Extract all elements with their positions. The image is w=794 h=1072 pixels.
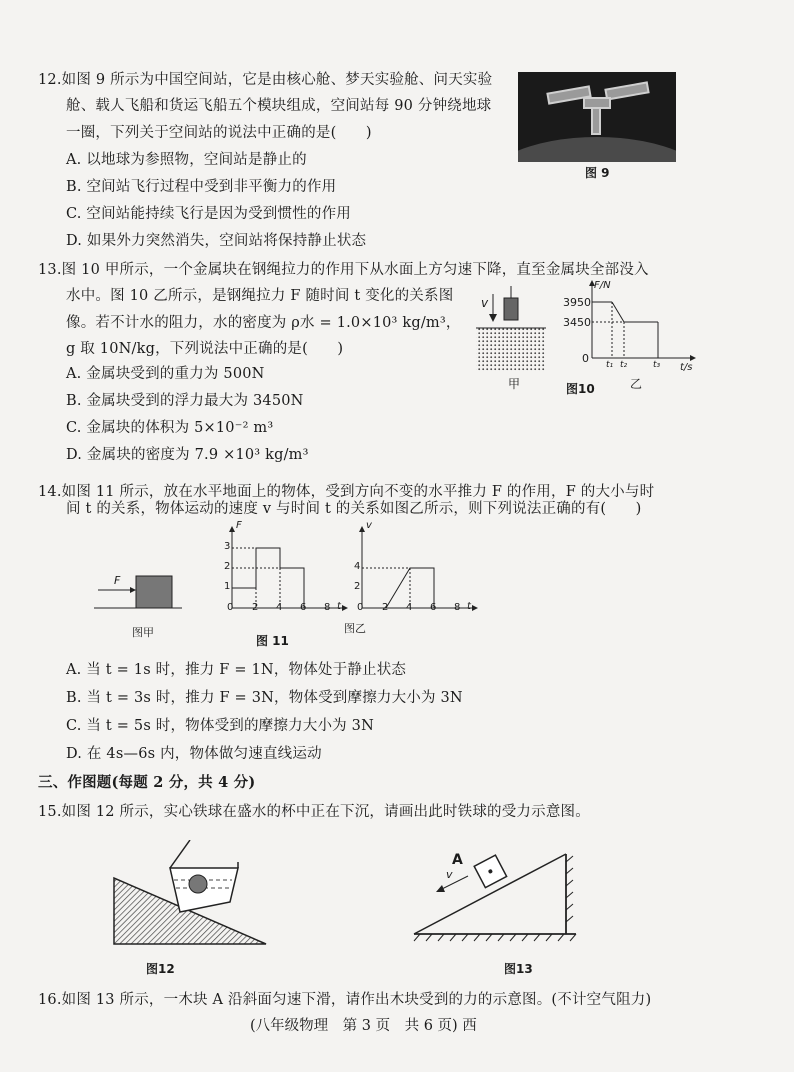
fig11-v-tick-t6: 6 bbox=[430, 602, 437, 613]
block-a bbox=[474, 855, 506, 887]
metal-block bbox=[504, 298, 518, 320]
fig10-x-axis-label: t/s bbox=[680, 362, 693, 373]
fig10-caption: 图10 bbox=[566, 382, 595, 396]
q13-line1: 13.图 10 甲所示，一个金属块在钢绳拉力的作用下从水面上方匀速下降，直至金属块全部没入 bbox=[38, 262, 649, 278]
fig10-y-axis-label: F/N bbox=[594, 280, 611, 291]
water bbox=[476, 328, 546, 372]
fig10-tick-t1: t₁ bbox=[606, 360, 614, 370]
t-axis-arrowhead bbox=[342, 605, 348, 611]
q12-option-d: D. 如果外力突然消失，空间站将保持静止状态 bbox=[66, 233, 367, 249]
fig11-caption: 图 11 bbox=[256, 634, 289, 648]
q16-text: 16.如图 13 所示，一木块 A 沿斜面匀速下滑，请作出木块受到的力的示意图。(不计空气阻力) bbox=[38, 992, 652, 1008]
fig10-origin: 0 bbox=[582, 352, 589, 365]
q13-line4: g 取 10N/kg，下列说法中正确的是( ) bbox=[66, 341, 344, 357]
fig9-caption: 图 9 bbox=[585, 166, 610, 180]
q14-option-d: D. 在 4s—6s 内，物体做匀速直线运动 bbox=[66, 746, 322, 762]
fig10-v-label: v bbox=[481, 296, 489, 310]
q14-line2: 间 t 的关系，物体运动的速度 v 与时间 t 的关系如图乙所示，则下列说法正确的有( ) bbox=[66, 501, 642, 517]
q14-option-a: A. 当 t = 1s 时，推力 F = 1N，物体处于静止状态 bbox=[66, 662, 407, 678]
fig13-v-label: v bbox=[446, 868, 453, 881]
f-line-drop bbox=[612, 302, 624, 322]
q12-line2: 舱、载人飞船和货运飞船五个模块组成，空间站每 90 分钟绕地球 bbox=[66, 98, 492, 114]
fig11-f-tick-0: 0 bbox=[227, 602, 234, 613]
q12-option-a: A. 以地球为参照物，空间站是静止的 bbox=[66, 152, 307, 168]
fig11-f-tick-t4: 4 bbox=[276, 602, 283, 613]
block bbox=[136, 576, 172, 608]
fig11-f-t-label: t bbox=[337, 601, 341, 612]
fig12-caption: 图12 bbox=[146, 962, 175, 976]
fig11-v-tick-4: 4 bbox=[354, 561, 361, 572]
fig12-incline-cup bbox=[110, 840, 270, 950]
force-step-line bbox=[232, 548, 304, 608]
force-arrowhead bbox=[130, 587, 136, 593]
t-axis-arrowhead bbox=[472, 605, 478, 611]
v-axis-arrowhead bbox=[359, 526, 365, 532]
fig11-v-tick-2: 2 bbox=[354, 581, 361, 592]
fig10-tick-3950: 3950 bbox=[563, 296, 591, 309]
q13-line2: 水中。图 10 乙所示，是钢绳拉力 F 随时间 t 变化的关系图 bbox=[66, 288, 454, 304]
fig11-v-tick-0: 0 bbox=[357, 602, 364, 613]
fig10-tick-3450: 3450 bbox=[563, 316, 591, 329]
velocity-line bbox=[362, 568, 434, 608]
q15-text: 15.如图 12 所示，实心铁球在盛水的杯中正在下沉，请画出此时铁球的受力示意图。 bbox=[38, 804, 590, 820]
fig11-f-tick-t8: 8 bbox=[324, 602, 331, 613]
fig11-yi-caption: 图乙 bbox=[344, 622, 366, 635]
velocity-arrowhead bbox=[489, 314, 497, 322]
fig11-velocity-graph bbox=[350, 526, 480, 616]
space-station-photo bbox=[518, 72, 676, 162]
section-title: 三、作图题(每题 2 分，共 4 分) bbox=[38, 774, 256, 791]
fig11-v-tick-t2: 2 bbox=[382, 602, 389, 613]
q13-option-d: D. 金属块的密度为 7.9 ×10³ kg/m³ bbox=[66, 447, 309, 463]
q13-line3: 像。若不计水的阻力，水的密度为 ρ水 = 1.0×10³ kg/m³， bbox=[66, 315, 461, 331]
fig11-f-tick-1: 1 bbox=[224, 581, 231, 592]
fig11-v-t-label: t bbox=[467, 601, 471, 612]
cup-left-wall bbox=[170, 840, 190, 868]
q14-option-c: C. 当 t = 5s 时，物体受到的摩擦力大小为 3N bbox=[66, 718, 374, 734]
t-axis-arrowhead bbox=[690, 355, 696, 361]
fig10-yi-label: 乙 bbox=[630, 377, 643, 391]
fig11-f-tick-3: 3 bbox=[224, 541, 231, 552]
q13-option-b: B. 金属块受到的浮力最大为 3450N bbox=[66, 393, 304, 409]
fig11-jia-caption: 图甲 bbox=[132, 626, 154, 639]
iron-ball bbox=[189, 875, 207, 893]
f-axis-arrowhead bbox=[229, 526, 235, 532]
fig10-tick-t2: t₂ bbox=[620, 360, 628, 370]
fig13-caption: 图13 bbox=[504, 962, 533, 976]
q12-line3: 一圈，下列关于空间站的说法中正确的是( ) bbox=[66, 125, 372, 141]
fig11-force-graph bbox=[220, 526, 350, 616]
fig10-tick-t3: t₃ bbox=[653, 360, 661, 370]
velocity-arrow bbox=[440, 876, 468, 890]
q12-option-c: C. 空间站能持续飞行是因为受到惯性的作用 bbox=[66, 206, 351, 222]
fig11-f-tick-t2: 2 bbox=[252, 602, 259, 613]
fig13-incline-block bbox=[410, 846, 580, 946]
fig11-v-tick-t4: 4 bbox=[406, 602, 413, 613]
fig11-block-diagram bbox=[94, 570, 184, 612]
fig11-f-tick-t6: 6 bbox=[300, 602, 307, 613]
q14-option-b: B. 当 t = 3s 时，推力 F = 3N，物体受到摩擦力大小为 3N bbox=[66, 690, 463, 706]
fig11-force-label: F bbox=[114, 574, 121, 587]
q14-line1: 14.如图 11 所示，放在水平地面上的物体，受到方向不变的水平推力 F 的作用，F 的大小与时 bbox=[38, 484, 655, 500]
q12-line1: 12.如图 9 所示为中国空间站，它是由核心舱、梦天实验舱、问天实验 bbox=[38, 72, 493, 88]
fig11-f-tick-2: 2 bbox=[224, 561, 231, 572]
page-footer: (八年级物理 第 3 页 共 6 页) 西 bbox=[250, 1018, 477, 1034]
q13-option-c: C. 金属块的体积为 5×10⁻² m³ bbox=[66, 420, 274, 436]
fig11-v-tick-t8: 8 bbox=[454, 602, 461, 613]
fig13-block-label: A bbox=[452, 852, 463, 868]
fig11-v-label: v bbox=[366, 520, 372, 531]
q12-option-b: B. 空间站飞行过程中受到非平衡力的作用 bbox=[66, 179, 337, 195]
fig10-jia-label: 甲 bbox=[508, 377, 521, 391]
fig11-f-label: F bbox=[236, 520, 242, 531]
q13-option-a: A. 金属块受到的重力为 500N bbox=[66, 366, 265, 382]
